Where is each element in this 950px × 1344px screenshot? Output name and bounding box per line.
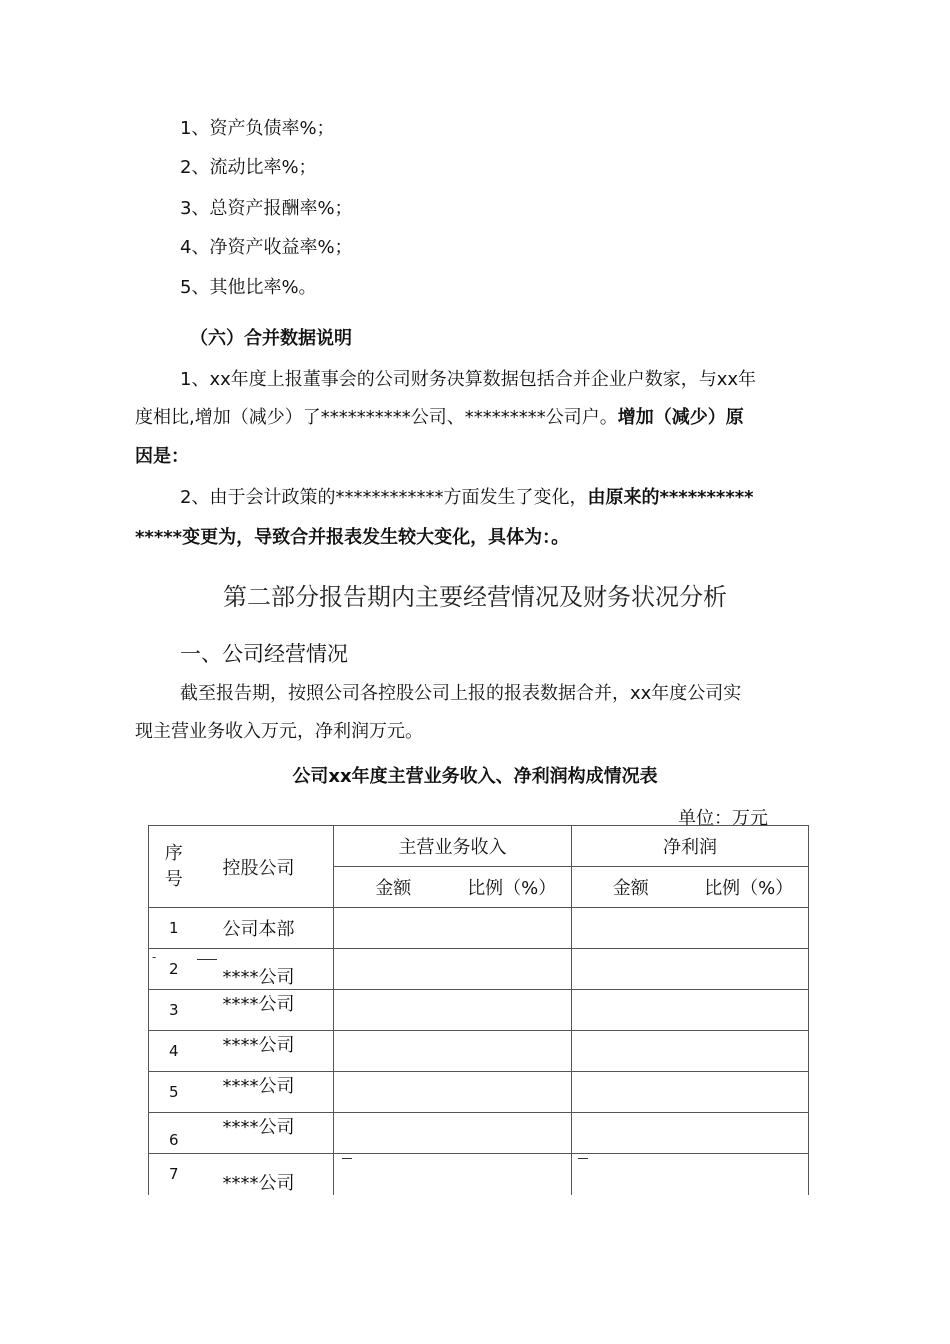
table-row [149,1154,809,1195]
row-index: 3 [149,990,199,1031]
row-profit-cell [572,949,809,990]
scan-dash [197,959,217,960]
row-revenue-cell [334,1113,572,1154]
table-title: 公司xx年度主营业务收入、净利润构成情况表 [292,766,658,787]
scan-mark: - [152,950,157,964]
header-revenue: 主营业务收入 [334,826,572,867]
row-company: ****公司 [199,990,334,1031]
header-index-text: 序号 [164,842,183,890]
header-profit-amount: 金额 [572,867,690,908]
row-revenue-cell [334,908,572,949]
table-unit: 单位：万元 [678,808,768,829]
header-index [149,826,199,908]
row-company: 公司本部 [199,908,334,949]
table-row [149,949,809,990]
row-revenue-cell [334,990,572,1031]
row-company: ****公司 [199,1113,334,1154]
row-index: 6 [149,1113,199,1154]
row-profit-cell [572,990,809,1031]
row-revenue-cell [334,1031,572,1072]
row-profit-cell [572,1072,809,1113]
row-company: ****公司 [199,1072,334,1113]
row-index: 7 [149,1154,199,1195]
row-index: 4 [149,1031,199,1072]
composition-table [148,825,809,1195]
row-index: 1 [149,908,199,949]
section-title-operations: 一、公司经营情况 [180,642,348,666]
row-company: ****公司 [199,1154,334,1195]
section6-para1-line2 [135,407,744,429]
ratio-item-1: 1、资产负债率%； [180,118,335,139]
row-profit-cell [572,908,809,949]
row-index: 5 [149,1072,199,1113]
ratio-item-4: 4、净资产收益率%； [180,237,353,258]
operations-para-line1: 截至报告期，按照公司各控股公司上报的报表数据合并，xx年度公司实 [180,683,742,704]
section6-para2-line1-text: 2、由于会计政策的************方面发生了变化， [180,487,588,508]
section6-para1-line2-bold: 增加（减少）原 [617,407,744,428]
ratio-item-3: 3、总资产报酬率%； [180,198,353,219]
row-profit-cell [572,1113,809,1154]
section6-para1-line2-text: 度相比,增加（减少）了**********公司、*********公司户。 [135,407,618,428]
row-profit-cell [572,1031,809,1072]
row-index: 2 [149,949,199,990]
part2-title: 第二部分报告期内主要经营情况及财务状况分析 [223,583,727,611]
scan-dash [342,1158,352,1159]
operations-para-line2: 现主营业务收入万元，净利润万元。 [135,721,423,742]
table-row [149,1031,809,1072]
ratio-item-5: 5、其他比率%。 [180,277,317,298]
header-revenue-amount: 金额 [334,867,453,908]
row-profit-cell [572,1154,809,1195]
section6-para2-line1-bold: 由原来的********** [587,487,754,508]
section6-para2-line2: *****变更为，导致合并报表发生较大变化，具体为：。 [135,527,570,548]
header-revenue-ratio: 比例（%） [453,867,572,908]
row-revenue-cell [334,1154,572,1195]
row-company: ****公司 [199,949,334,990]
row-company: ****公司 [199,1031,334,1072]
header-company: 控股公司 [199,826,334,908]
ratio-item-2: 2、流动比率%； [180,157,317,178]
table-row [149,908,809,949]
table-row [149,990,809,1031]
section6-para1-line1: 1、xx年度上报董事会的公司财务决算数据包括合并企业户数家，与xx年 [180,369,757,390]
row-revenue-cell [334,1072,572,1113]
table-row [149,1113,809,1154]
section6-para1-line3: 因是： [135,446,189,467]
section6-title: （六）合并数据说明 [190,328,352,349]
table-header-row-1 [149,826,809,867]
section6-para2-line1 [180,487,754,509]
scan-dash [578,1158,588,1159]
row-revenue-cell [334,949,572,990]
header-profit-ratio: 比例（%） [690,867,809,908]
table-row [149,1072,809,1113]
header-profit: 净利润 [572,826,809,867]
